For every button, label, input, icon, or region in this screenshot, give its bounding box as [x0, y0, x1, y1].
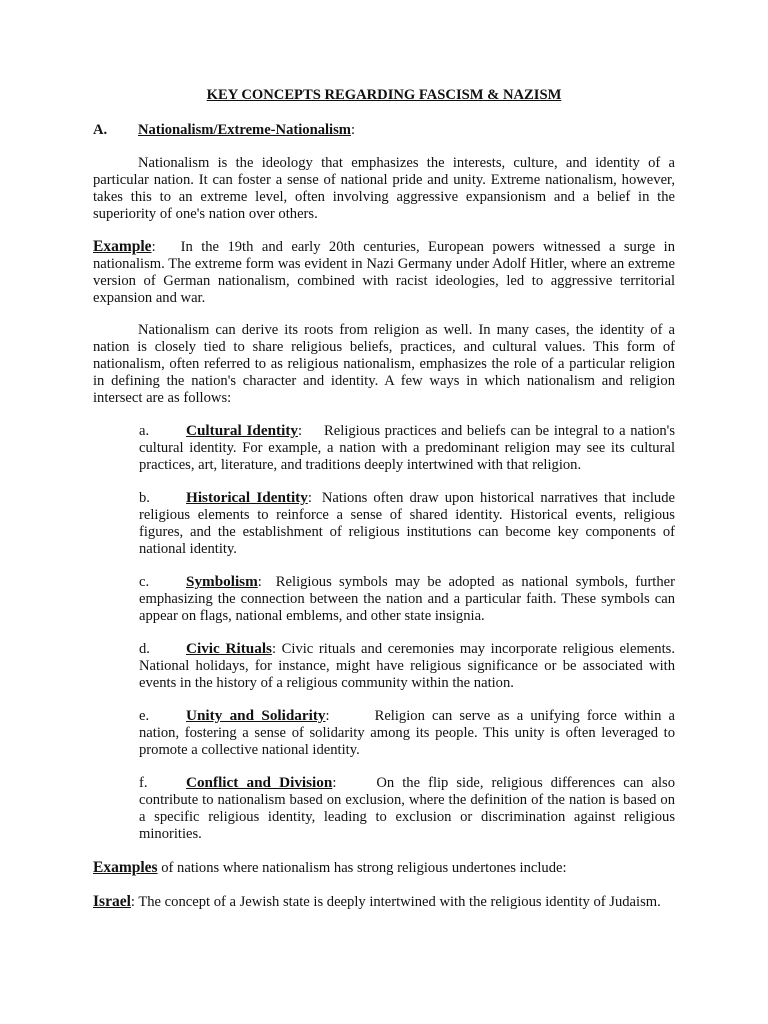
israel-label: Israel	[93, 893, 131, 910]
list-item-label: Cultural Identity	[186, 422, 298, 439]
list-item	[139, 422, 675, 474]
list-item-sep: :	[297, 423, 303, 439]
intro-paragraph: Nationalism is the ideology that emphasizes the interests, culture, and identity of a particular nation. It can foster a sense of national pride and unity. Extreme nationalism, however, takes this to an extreme level, often involving aggressive expansionism and a belief in the superiority of one's nation over others.	[93, 155, 675, 222]
list-item-label: Symbolism	[186, 573, 258, 590]
list-item-sep: :	[325, 708, 330, 724]
list-item-label: Civic Rituals	[186, 640, 272, 657]
israel-text: The concept of a Jewish state is deeply intertwined with the religious identity of Judaism.	[134, 894, 661, 910]
list-item-marker: a.	[139, 423, 150, 439]
examples-intro-text: of nations where nationalism has strong religious undertones include:	[157, 860, 567, 876]
list-item-marker: f.	[139, 775, 148, 791]
list-item-text: Nations often draw upon historical narratives that include religious elements to reinforce a sense of shared identity. Historical events, religious figures, and the establishment of religious institutions can become key components of national identity.	[139, 490, 675, 557]
israel-paragraph	[93, 893, 675, 911]
list-item-text: On the flip side, religious differences can also contribute to nationalism based on exclusion, where the definition of the nation is based on a specific religious identity, leading to exclusion or discrimination against religious minorities.	[139, 775, 675, 842]
list-item	[139, 707, 675, 759]
list-item-label: Historical Identity	[186, 489, 308, 506]
list-item-sep: :	[332, 775, 337, 791]
document-title: KEY CONCEPTS REGARDING FASCISM & NAZISM	[206, 87, 562, 103]
section-letter: A.	[93, 122, 108, 138]
list-item-marker: b.	[139, 490, 150, 506]
list-item-marker: e.	[139, 708, 150, 724]
example-paragraph	[93, 238, 675, 307]
list-item	[139, 640, 675, 692]
list-item-marker: d.	[139, 641, 150, 657]
example-colon: :	[151, 239, 156, 255]
list-item-text: Civic rituals and ceremonies may incorporate religious elements. National holidays, for instance, might have religious significance or be associated with events in the history of a religious community within the nation.	[139, 641, 675, 691]
religion-paragraph: Nationalism can derive its roots from religion as well. In many cases, the identity of a nation is closely tied to share religious beliefs, practices, and cultural values. This form of nationalism, often referred to as religious nationalism, emphasizes the role of a particular religion in defining the nation's character and identity. A few ways in which nationalism and religion intersect are as follows:	[93, 322, 675, 406]
list-item-label: Unity and Solidarity	[186, 707, 326, 724]
example-label: Example	[93, 238, 152, 255]
list-item-marker: c.	[139, 574, 150, 590]
section-colon: :	[350, 122, 356, 138]
list-item-text: Religious symbols may be adopted as national symbols, further emphasizing the connection between the nation and a particular faith. These symbols can appear on flags, national emblems, and other state insignia.	[139, 574, 675, 624]
list-item-sep: :	[271, 641, 277, 657]
list-item-text: Religion can serve as a unifying force within a nation, fostering a sense of solidarity among its people. This unity is often leveraged to promote a collective national identity.	[139, 708, 675, 758]
list-item-sep: :	[257, 574, 262, 590]
example-text: In the 19th and early 20th centuries, European powers witnessed a surge in nationalism. The extreme form was evident in Nazi Germany under Adolf Hitler, where an extreme version of German nationalism, combined with racist ideologies, led to aggressive territorial expansion and war.	[93, 239, 675, 306]
list-item-sep: :	[307, 490, 312, 506]
section-heading	[93, 121, 675, 139]
examples-label: Examples	[93, 859, 158, 876]
list-item	[139, 573, 675, 625]
list-item	[139, 489, 675, 558]
list-item-text: Religious practices and beliefs can be integral to a nation's cultural identity. For example, a nation with a predominant religion may see its cultural practices, art, literature, and traditions deeply intertwined with that religion.	[139, 423, 675, 473]
examples-intro	[93, 859, 675, 877]
list-item	[139, 774, 675, 843]
section-name: Nationalism/Extreme-Nationalism	[138, 122, 351, 138]
israel-colon: :	[130, 894, 135, 910]
list-item-label: Conflict and Division	[186, 774, 333, 791]
